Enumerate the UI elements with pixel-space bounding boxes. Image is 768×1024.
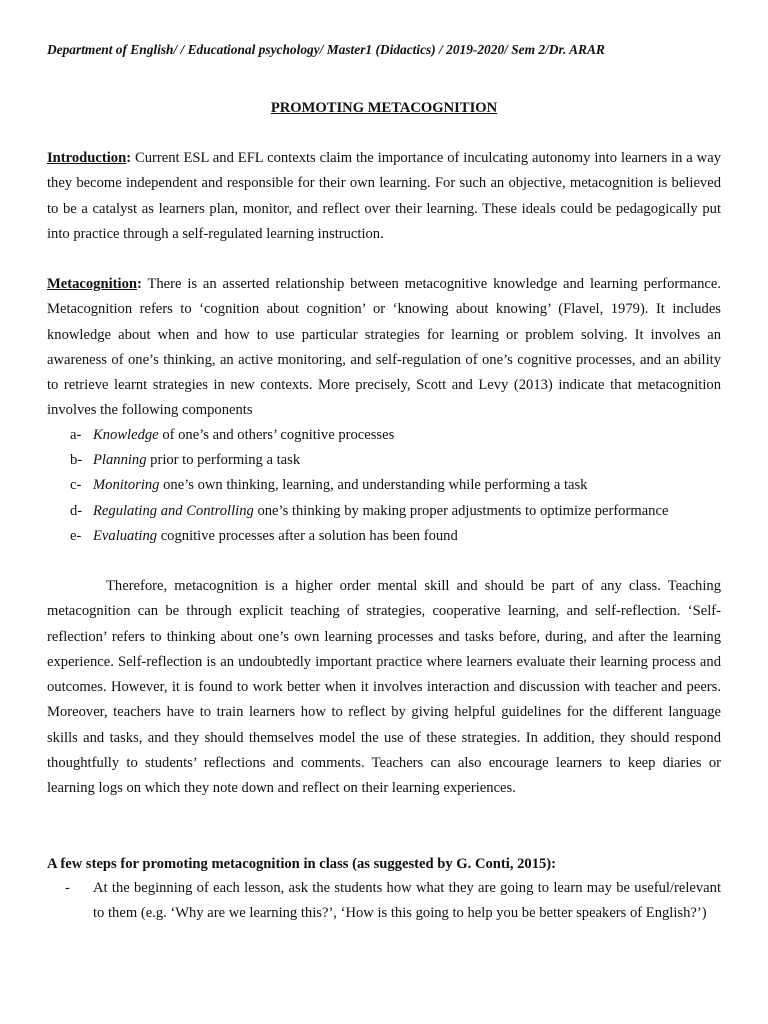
list-item-text <box>93 473 587 498</box>
steps-heading: A few steps for promoting metacognition in class (as suggested by G. Conti, 2015): <box>47 856 557 872</box>
components-list <box>47 423 721 549</box>
introduction-text: Current ESL and EFL contexts claim the importance of inculcating autonomy into learners in a way they become independent and responsible for their own learning. For such an objective, metacognition is believed to be a catalyst as learners plan, monitor, and reflect over their learning. These ideals could be pedagogically put into practice through a self-regulated learning instruction. <box>47 150 721 242</box>
document-header: Department of English/ / Educational psychology/ Master1 (Didactics) / 2019-2020/ Sem 2/Dr. ARAR <box>47 42 605 57</box>
component-description: cognitive processes after a solution has been found <box>157 527 458 544</box>
component-description: one’s thinking by making proper adjustments to optimize performance <box>253 502 669 519</box>
list-item-text <box>93 499 668 524</box>
therefore-paragraph: Therefore, metacognition is a higher order mental skill and should be part of any class. Teaching metacognition can be through explicit teaching of strategies, cooperative learning, and self-reflection. ‘Self-reflection’ refers to thinking about one’s own learning processes and tasks before, during, and after the learning experience. Self-reflection is an undoubtedly important practice where learners evaluate their learning process and outcomes. However, it is found to work better when it involves interaction and discussion with teacher and peers. Moreover, teachers have to train learners how to reflect by giving helpful guidelines for the different language skills and tasks, and they should themselves model the use of these strategies. In addition, they should respond thoughtfully to students’ reflections and comments. Teachers can also encourage learners to keep diaries or learning logs on which they note down and reflect on their learning experiences. <box>47 578 721 797</box>
component-description: of one’s and others’ cognitive processes <box>158 427 395 443</box>
list-marker: - <box>65 880 70 896</box>
list-item <box>47 876 721 927</box>
component-description: one’s own thinking, learning, and understanding while performing a task <box>159 477 588 494</box>
list-item <box>47 448 721 473</box>
list-marker: c- <box>70 477 82 494</box>
list-item <box>47 524 721 549</box>
introduction-colon: : <box>126 150 132 166</box>
list-item-text <box>93 423 394 448</box>
list-item-text <box>93 524 458 549</box>
list-marker: a- <box>70 427 82 443</box>
component-term: Monitoring <box>93 477 160 494</box>
step-text: At the beginning of each lesson, ask the students how what they are going to learn may be useful/relevant to them (e.g. ‘Why are we learning this?’, ‘How is this going to help you be better speakers of English?’) <box>93 880 721 922</box>
list-item-text <box>93 448 300 473</box>
list-marker: b- <box>70 452 83 469</box>
introduction-label: Introduction <box>47 150 127 166</box>
component-term: Regulating and Controlling <box>93 502 254 519</box>
list-item <box>47 473 721 498</box>
document-title: PROMOTING METACOGNITION <box>270 100 498 116</box>
steps-list <box>47 876 721 927</box>
list-marker: d- <box>70 502 83 519</box>
component-term: Knowledge <box>93 427 159 443</box>
component-term: Evaluating <box>93 527 158 544</box>
list-marker: e- <box>70 527 82 544</box>
introduction-paragraph <box>47 146 721 247</box>
metacognition-paragraph <box>47 272 721 424</box>
list-item <box>47 423 721 448</box>
metacognition-text: There is an asserted relationship between metacognitive knowledge and learning performance. Metacognition refers to ‘cognition about cognition’ or ‘knowing about knowing’ (Flavel, 1979). It includes knowledge about when and how to use particular strategies for learning or problem solving. It involves an awareness of one’s thinking, an active monitoring, and self-regulation of one’s cognitive processes, and an ability to retrieve learnt strategies in new contexts. More precisely, Scott and Levy (2013) indicate that metacognition involves the following components <box>47 276 721 419</box>
list-item <box>47 499 721 524</box>
component-description: prior to performing a task <box>146 452 301 469</box>
component-term: Planning <box>93 452 147 469</box>
metacognition-label: Metacognition <box>47 276 137 292</box>
metacognition-colon: : <box>136 276 142 292</box>
